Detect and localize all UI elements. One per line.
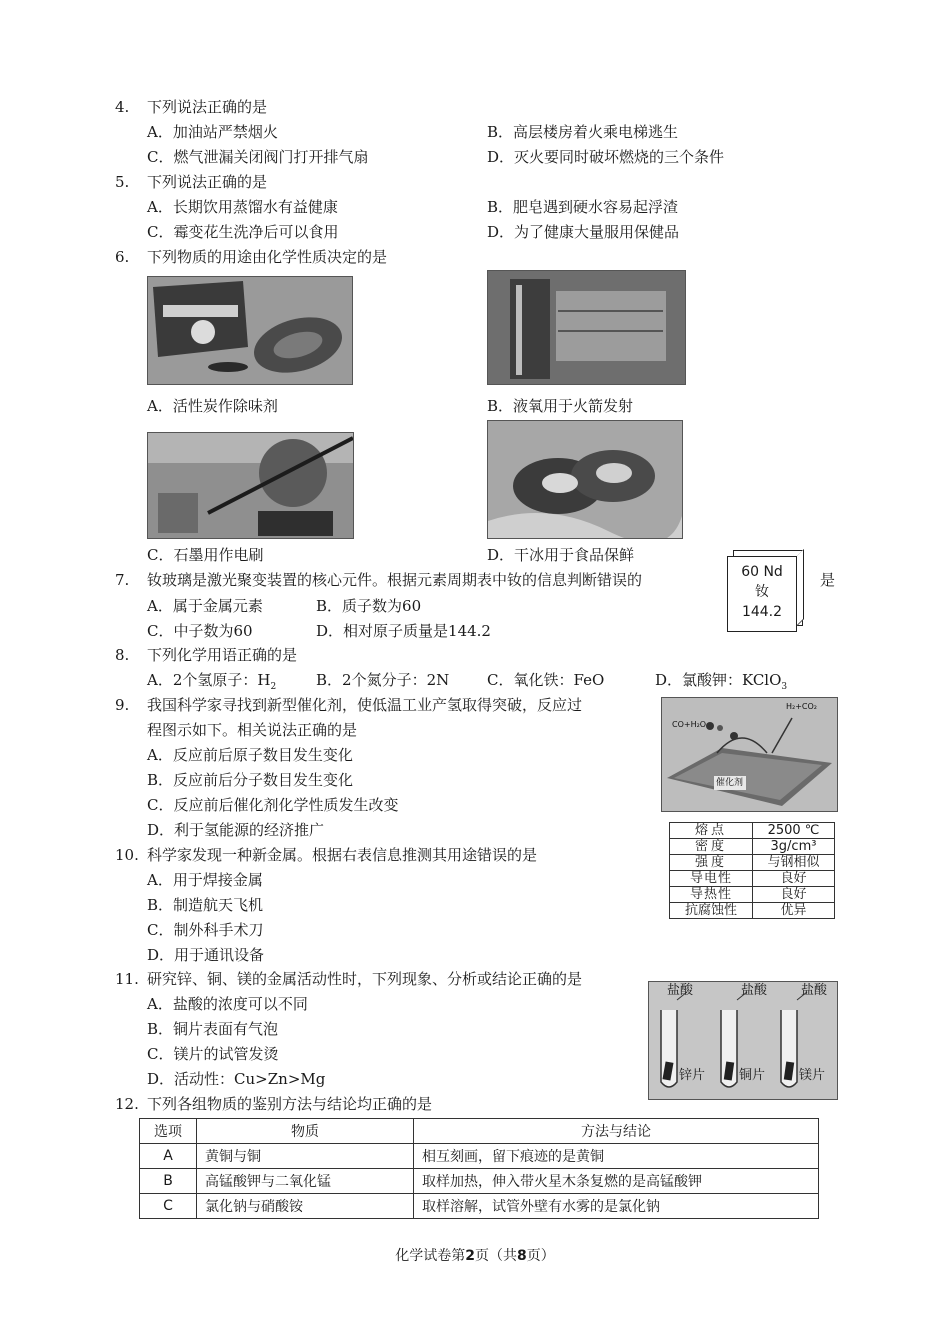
q5-option-b: B．肥皂遇到硬水容易起浮渣 — [487, 198, 679, 216]
q8-number: 8. — [115, 646, 130, 664]
q4-option-c: C．燃气泄漏关闭阀门打开排气扇 — [147, 148, 369, 166]
q8-option-d-text: D．氯酸钾：KClO — [655, 671, 782, 689]
table-row — [670, 855, 835, 871]
property-value: 优异 — [753, 903, 835, 919]
table-row — [140, 1144, 819, 1169]
catalyst-reaction-figure — [661, 697, 838, 812]
q10-stem: 科学家发现一种新金属。根据右表信息推测其用途错误的是 — [147, 846, 538, 864]
property-value: 良好 — [753, 871, 835, 887]
q7-stem: 钕玻璃是激光聚变装置的核心元件。根据元素周期表中钕的信息判断错误的 — [147, 571, 643, 589]
element-mass: 144.2 — [741, 604, 783, 620]
tube2-acid-label: 盐酸 — [741, 983, 768, 998]
row-substance: 黄铜与铜 — [197, 1144, 414, 1169]
property-name: 密度 — [670, 839, 753, 855]
q5-stem: 下列说法正确的是 — [147, 173, 268, 191]
property-value: 与钢相似 — [753, 855, 835, 871]
q8-option-b: B．2个氮分子：2N — [316, 671, 450, 689]
q8-option-c: C．氧化铁：FeO — [487, 671, 605, 689]
table-row — [670, 887, 835, 903]
table-header-row — [140, 1119, 819, 1144]
q7-option-a: A．属于金属元素 — [147, 597, 263, 615]
row-substance: 氯化钠与硝酸铵 — [197, 1194, 414, 1219]
row-method: 取样溶解，试管外壁有水雾的是氯化钠 — [414, 1194, 819, 1219]
property-name: 抗腐蚀性 — [670, 903, 753, 919]
table-row — [140, 1169, 819, 1194]
footer-prefix: 化学试卷第 — [395, 1248, 466, 1264]
property-value: 2500 ℃ — [753, 823, 835, 839]
footer-page-number: 2 — [465, 1248, 475, 1264]
test-tube-figure — [648, 981, 838, 1100]
q10-option-d: D．用于通讯设备 — [147, 946, 265, 964]
row-method: 取样加热，伸入带火星木条复燃的是高锰酸钾 — [414, 1169, 819, 1194]
activated-carbon-illustration — [148, 277, 352, 384]
header-option: 选项 — [140, 1119, 197, 1144]
q8-stem: 下列化学用语正确的是 — [147, 646, 298, 664]
q4-option-a: A．加油站严禁烟火 — [147, 123, 278, 141]
q12-stem: 下列各组物质的鉴别方法与结论均正确的是 — [147, 1095, 433, 1113]
q8-option-d-subscript: 3 — [781, 682, 788, 692]
magnesium-label: 镁片 — [799, 1068, 826, 1083]
header-substance: 物质 — [197, 1119, 414, 1144]
q7-option-d: D．相对原子质量是144.2 — [316, 622, 491, 640]
dry-ice-food-illustration — [488, 421, 682, 538]
q9-option-d: D．利于氢能源的经济推广 — [147, 821, 325, 839]
q11-option-d: D．活动性：Cu>Zn>Mg — [147, 1070, 326, 1088]
element-card-side — [797, 549, 804, 626]
zinc-label: 锌片 — [679, 1068, 706, 1083]
row-option: C — [140, 1194, 197, 1219]
header-method: 方法与结论 — [414, 1119, 819, 1144]
q10-option-c: C．制外科手术刀 — [147, 921, 264, 939]
q10-option-b: B．制造航天飞机 — [147, 896, 264, 914]
table-row — [670, 839, 835, 855]
q11-number: 11. — [115, 970, 139, 988]
row-substance: 高锰酸钾与二氧化锰 — [197, 1169, 414, 1194]
row-option: B — [140, 1169, 197, 1194]
rocket-launch-illustration — [488, 271, 685, 384]
catalyst-left-label: CO+H₂O — [672, 720, 707, 729]
element-number-symbol: 60 Nd — [741, 564, 783, 580]
q9-option-a: A．反应前后原子数目发生变化 — [147, 746, 353, 764]
identification-table — [139, 1118, 819, 1219]
property-name: 导热性 — [670, 887, 753, 903]
q9-number: 9. — [115, 696, 130, 714]
q8-option-d — [655, 670, 787, 697]
q6-option-b: B．液氧用于火箭发射 — [487, 397, 634, 415]
row-method: 相互刻画，留下痕迹的是黄铜 — [414, 1144, 819, 1169]
q12-number: 12. — [115, 1095, 139, 1113]
q5-option-d: D．为了健康大量服用保健品 — [487, 223, 680, 241]
footer-total-pages: 8 — [517, 1248, 527, 1264]
q6-stem: 下列物质的用途由化学性质决定的是 — [147, 248, 388, 266]
q4-stem: 下列说法正确的是 — [147, 98, 268, 116]
electric-brush-illustration — [148, 433, 353, 538]
q7-stem-tail: 是 — [820, 571, 836, 589]
q11-option-a: A．盐酸的浓度可以不同 — [147, 995, 308, 1013]
table-row — [670, 871, 835, 887]
metal-properties-table — [669, 822, 835, 919]
q9-stem-line2: 程图示如下。相关说法正确的是 — [147, 721, 358, 739]
activated-carbon-photo — [147, 276, 353, 385]
q9-stem-line1: 我国科学家寻找到新型催化剂，使低温工业产氢取得突破，反应过 — [147, 696, 583, 714]
q9-option-b: B．反应前后分子数目发生变化 — [147, 771, 354, 789]
tube3-acid-label: 盐酸 — [801, 983, 828, 998]
graphite-brush-photo — [147, 432, 354, 539]
property-name: 导电性 — [670, 871, 753, 887]
q8-option-a — [147, 670, 276, 697]
q9-option-c: C．反应前后催化剂化学性质发生改变 — [147, 796, 399, 814]
q6-option-c: C．石墨用作电刷 — [147, 546, 264, 564]
q6-number: 6. — [115, 248, 130, 266]
footer-suffix: 页） — [526, 1248, 555, 1264]
q6-option-d: D．干冰用于食品保鲜 — [487, 546, 635, 564]
table-row — [670, 823, 835, 839]
q5-option-a: A．长期饮用蒸馏水有益健康 — [147, 198, 338, 216]
property-name: 强度 — [670, 855, 753, 871]
footer-middle: 页（共 — [475, 1248, 517, 1264]
tube1-acid-label: 盐酸 — [667, 983, 694, 998]
q4-number: 4. — [115, 98, 130, 116]
q5-number: 5. — [115, 173, 130, 191]
q8-option-a-subscript: 2 — [270, 682, 277, 692]
copper-label: 铜片 — [739, 1068, 766, 1083]
q8-option-a-text: A．2个氢原子：H — [147, 671, 271, 689]
property-name: 熔点 — [670, 823, 753, 839]
neodymium-element-card — [727, 556, 797, 632]
q11-option-b: B．铜片表面有气泡 — [147, 1020, 279, 1038]
q11-stem: 研究锌、铜、镁的金属活动性时，下列现象、分析或结论正确的是 — [147, 970, 583, 988]
q7-option-c: C．中子数为60 — [147, 622, 253, 640]
catalyst-plate-label: 催化剂 — [716, 778, 744, 788]
q10-option-a: A．用于焊接金属 — [147, 871, 263, 889]
q11-option-c: C．镁片的试管发烫 — [147, 1045, 279, 1063]
q10-number: 10. — [115, 846, 139, 864]
table-row — [670, 903, 835, 919]
property-value: 良好 — [753, 887, 835, 903]
row-option: A — [140, 1144, 197, 1169]
q6-option-a: A．活性炭作除味剂 — [147, 397, 278, 415]
property-value: 3g/cm³ — [753, 839, 835, 855]
page-footer — [0, 1245, 950, 1265]
q4-option-d: D．灭火要同时破坏燃烧的三个条件 — [487, 148, 725, 166]
q7-option-b: B．质子数为60 — [316, 597, 422, 615]
liquid-oxygen-photo — [487, 270, 686, 385]
catalyst-surface-illustration — [662, 698, 837, 811]
q4-option-b: B．高层楼房着火乘电梯逃生 — [487, 123, 679, 141]
table-row — [140, 1194, 819, 1219]
q5-option-c: C．霉变花生洗净后可以食用 — [147, 223, 339, 241]
element-name: 钕 — [755, 584, 769, 600]
q7-number: 7. — [115, 571, 130, 589]
dry-ice-photo — [487, 420, 683, 539]
catalyst-right-label: H₂+CO₂ — [786, 702, 818, 711]
